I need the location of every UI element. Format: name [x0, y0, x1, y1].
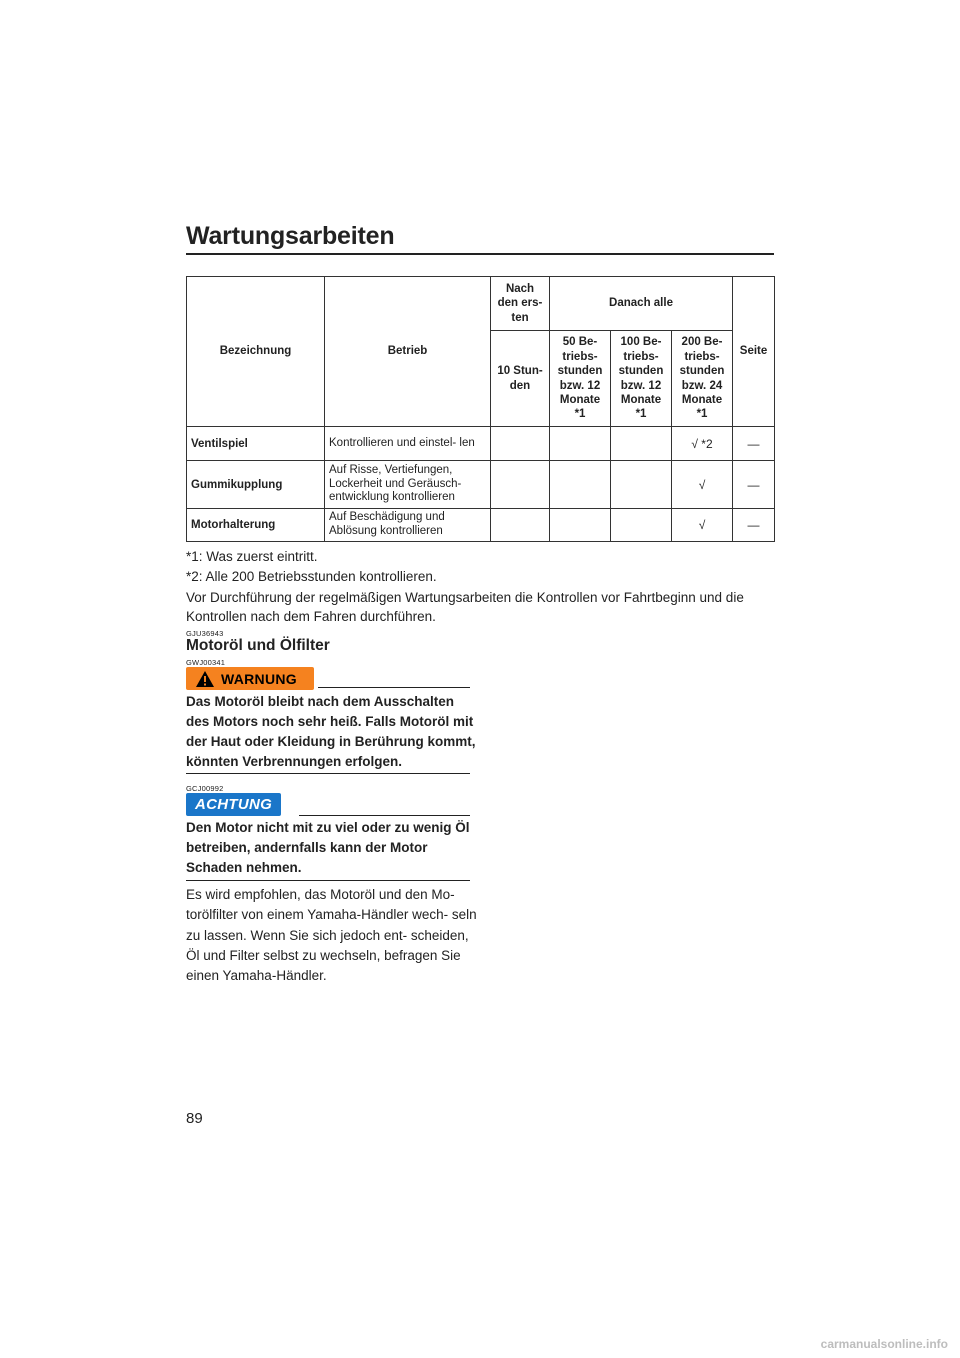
- maintenance-table: [186, 276, 775, 542]
- row-seite: —: [733, 509, 775, 542]
- row-name: Gummikupplung: [187, 461, 325, 509]
- watermark: carmanualsonline.info: [820, 1337, 948, 1351]
- row-operation: Kontrollieren und einstel- len: [325, 427, 491, 461]
- caution-badge: [186, 793, 281, 816]
- caution-text: Den Motor nicht mit zu viel oder zu wenig Öl betreiben, andernfalls kann der Motor Schaden nehmen.: [186, 820, 470, 875]
- header-50-stunden: 50 Be- triebs- stunden bzw. 12 Monate *1: [550, 331, 611, 427]
- row-cell-100: [611, 461, 672, 509]
- row-cell-200: √: [672, 509, 733, 542]
- header-danach-alle: Danach alle: [550, 277, 733, 331]
- row-name: Ventilspiel: [187, 427, 325, 461]
- row-cell-100: [611, 509, 672, 542]
- page-number: 89: [186, 1110, 203, 1127]
- row-cell-10: [491, 509, 550, 542]
- row-cell-200: √: [672, 461, 733, 509]
- row-cell-200: √ *2: [672, 427, 733, 461]
- header-200-stunden: 200 Be- triebs- stunden bzw. 24 Monate *1: [672, 331, 733, 427]
- header-bezeichnung: Bezeichnung: [187, 277, 325, 427]
- row-cell-100: [611, 427, 672, 461]
- warning-text: Das Motoröl bleibt nach dem Ausschalten des Motors noch sehr heiß. Falls Motoröl mit der Haut oder Kleidung in Berührung kommt, könnten Verbrennungen erfolgen.: [186, 694, 476, 769]
- table-row: [187, 461, 775, 509]
- warning-badge: [186, 667, 314, 690]
- warning-bottom-rule: [186, 773, 470, 774]
- caution-label: ACHTUNG: [195, 796, 273, 813]
- row-operation: Auf Risse, Vertiefungen, Lockerheit und Geräusch- entwicklung kontrollieren: [325, 461, 491, 509]
- footnote-1: *1: Was zuerst eintritt.: [186, 549, 318, 564]
- table-row: [187, 427, 775, 461]
- header-10-stunden: 10 Stun- den: [491, 331, 550, 427]
- caution-code: GCJ00992: [186, 784, 224, 793]
- table-row: [187, 509, 775, 542]
- warning-label: WARNUNG: [221, 670, 297, 687]
- header-betrieb: Betrieb: [325, 277, 491, 427]
- row-operation: Auf Beschädigung und Ablösung kontrollieren: [325, 509, 491, 542]
- header-nach-den-ersten: Nach den ers- ten: [491, 277, 550, 331]
- warning-divider: [318, 687, 470, 688]
- page-title: Wartungsarbeiten: [186, 222, 395, 250]
- title-rule: [186, 253, 774, 255]
- row-name: Motorhalterung: [187, 509, 325, 542]
- row-cell-50: [550, 461, 611, 509]
- warning-code: GWJ00341: [186, 658, 226, 667]
- header-seite: Seite: [733, 277, 775, 427]
- warning-triangle-icon: [195, 670, 215, 688]
- row-cell-50: [550, 427, 611, 461]
- footnote-2: *2: Alle 200 Betriebsstunden kontrollieren.: [186, 569, 437, 584]
- row-seite: —: [733, 461, 775, 509]
- caution-divider: [299, 815, 470, 816]
- row-seite: —: [733, 427, 775, 461]
- row-cell-50: [550, 509, 611, 542]
- row-cell-10: [491, 461, 550, 509]
- intro-paragraph: Vor Durchführung der regelmäßigen Wartungsarbeiten die Kontrollen vor Fahrtbeginn und die Kontrollen nach dem Fahren durchführen.: [186, 590, 744, 624]
- caution-bottom-rule: [186, 880, 470, 881]
- section-code: GJU36943: [186, 629, 224, 638]
- row-cell-10: [491, 427, 550, 461]
- body-paragraph: Es wird empfohlen, das Motoröl und den Mo- torölfilter von einem Yamaha-Händler wech- seln zu lassen. Wenn Sie sich jedoch ent- scheiden, Öl und Filter selbst zu wechseln, befragen Sie einen Yamaha-Händler.: [186, 887, 477, 984]
- section-title: Motoröl und Ölfilter: [186, 637, 330, 654]
- header-100-stunden: 100 Be- triebs- stunden bzw. 12 Monate *1: [611, 331, 672, 427]
